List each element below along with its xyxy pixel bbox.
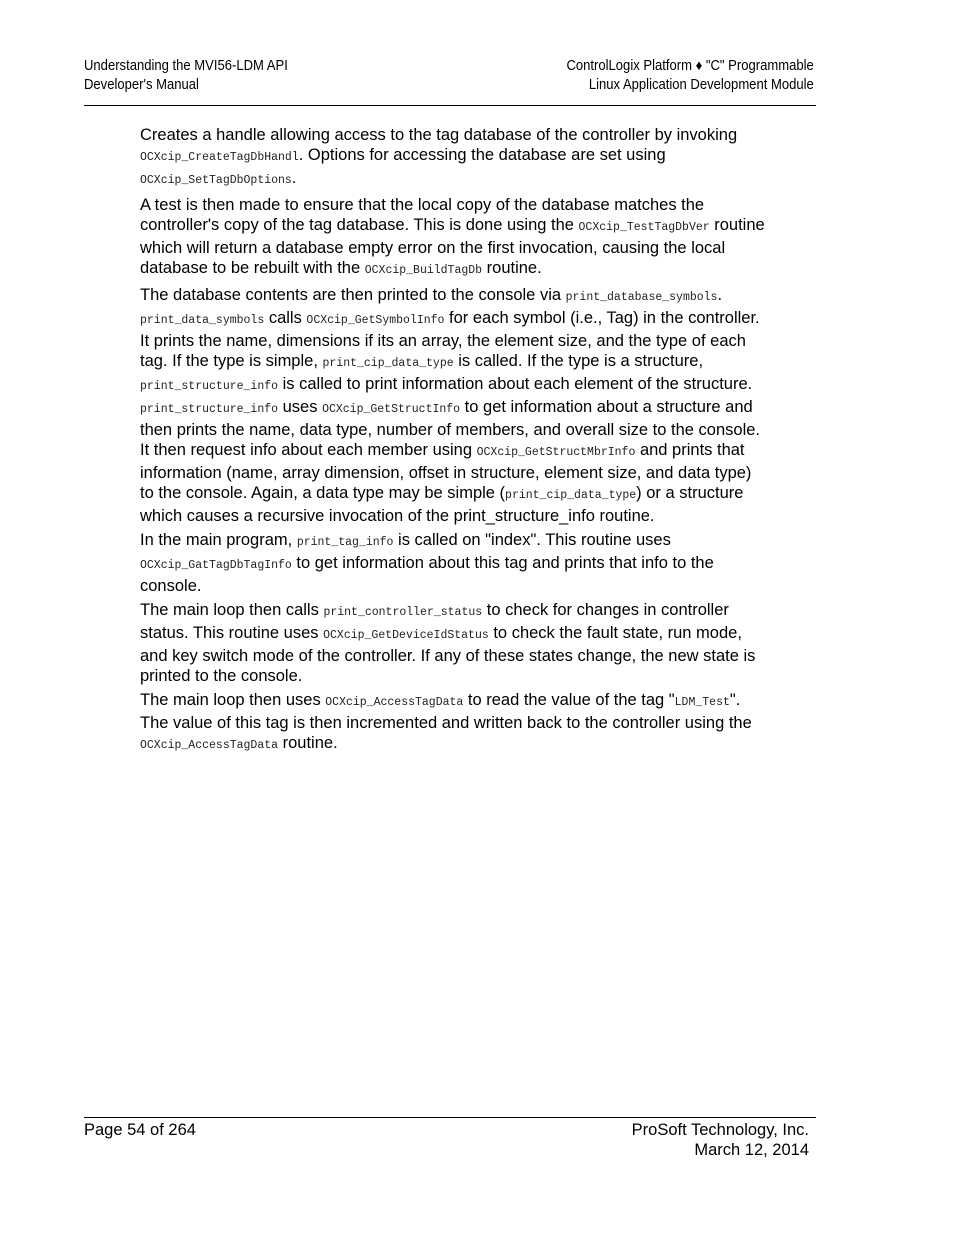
text-run: .: [717, 286, 723, 304]
code-ref: print_controller_status: [323, 606, 483, 619]
code-ref: print_structure_info: [140, 403, 279, 416]
code-ref: OCXcip_GetSymbolInfo: [306, 314, 445, 327]
text-run: . Options for accessing the database are set using: [298, 146, 666, 164]
code-ref: OCXcip_SetTagDbOptions: [140, 174, 292, 187]
paragraph-test-database: [140, 195, 765, 281]
paragraph-main-program: [140, 530, 765, 596]
code-ref: print_cip_data_type: [505, 489, 637, 502]
text-run: ". The value of this tag is then incremented and written back to the controller using the: [140, 691, 752, 732]
page-number: Page 54 of 264: [84, 1121, 196, 1139]
page-body: [140, 125, 765, 760]
module-title: Linux Application Development Module: [589, 77, 814, 93]
code-ref: OCXcip_GetStructMbrInfo: [476, 446, 636, 459]
code-ref: print_database_symbols: [565, 291, 718, 304]
text-run: Creates a handle allowing access to the tag database of the controller by invoking: [140, 126, 738, 144]
text-run: is called to print information about each element of the structure.: [278, 375, 753, 393]
text-run: is called on "index". This routine uses: [393, 531, 671, 549]
text-run: to get information about a structure and then prints the name, data type, number of members, and overall size to the console. It then request info about each member using: [140, 398, 761, 459]
platform-title: ControlLogix Platform ♦ "C" Programmable: [566, 58, 814, 74]
code-ref: OCXcip_CreateTagDbHandl: [140, 151, 299, 164]
text-run: The main loop then calls: [140, 601, 324, 619]
text-run: for each symbol (i.e., Tag) in the controller. It prints the name, dimensions if its an array, the element size, and the type of each tag. If the type is simple,: [140, 309, 760, 370]
text-run: and prints that information (name, array dimension, offset in structure, element size, and data type) to the console. Again, a data type may be simple (: [140, 441, 752, 502]
text-run: to check the fault state, run mode, and key switch mode of the controller. If any of these states change, the new state is printed to the console.: [140, 624, 756, 685]
text-run: The database contents are then printed to the console via: [140, 286, 566, 304]
paragraph-access-tag: [140, 690, 765, 756]
running-header-left: [84, 57, 288, 95]
publication-date: March 12, 2014: [694, 1141, 809, 1159]
manual-title: Understanding the MVI56-LDM API: [84, 58, 288, 74]
text-run: routine.: [482, 259, 542, 277]
code-ref: OCXcip_TestTagDbVer: [578, 221, 710, 234]
manual-subtitle: Developer's Manual: [84, 77, 199, 93]
paragraph-create-handle: [140, 125, 765, 191]
text-run: .: [291, 169, 297, 187]
code-ref: OCXcip_GatTagDbTagInfo: [140, 559, 292, 572]
code-ref: OCXcip_GetDeviceIdStatus: [323, 629, 489, 642]
text-run: ) or a structure which causes a recursive invocation of the print_structure_info routine.: [140, 484, 744, 525]
code-ref: OCXcip_AccessTagData: [140, 739, 279, 752]
code-ref: print_cip_data_type: [322, 357, 454, 370]
text-run: calls: [264, 309, 307, 327]
text-run: to check for changes in controller status. This routine uses: [140, 601, 729, 642]
code-ref: print_structure_info: [140, 380, 279, 393]
text-run: is called. If the type is a structure,: [453, 352, 704, 370]
footer-divider: [84, 1117, 816, 1118]
text-run: The main loop then uses: [140, 691, 326, 709]
paragraph-controller-status: [140, 600, 765, 686]
running-header-right: [567, 57, 814, 95]
code-ref: print_tag_info: [296, 536, 394, 549]
paragraph-print-contents: [140, 285, 765, 526]
code-ref: print_data_symbols: [140, 314, 265, 327]
text-run: routine.: [278, 734, 338, 752]
code-ref: LDM_Test: [674, 696, 730, 709]
company-name: ProSoft Technology, Inc.: [631, 1121, 809, 1139]
text-run: A test is then made to ensure that the local copy of the database matches the controller's copy of the tag database. This is done using the: [140, 196, 705, 234]
text-run: to get information about this tag and prints that info to the console.: [140, 554, 714, 595]
text-run: uses: [278, 398, 323, 416]
code-ref: OCXcip_GetStructInfo: [322, 403, 461, 416]
text-run: to read the value of the tag ": [463, 691, 675, 709]
text-run: In the main program,: [140, 531, 297, 549]
code-ref: OCXcip_AccessTagData: [325, 696, 464, 709]
header-divider: [84, 105, 816, 106]
footer-right: [632, 1120, 809, 1160]
code-ref: OCXcip_BuildTagDb: [364, 264, 483, 277]
text-run: routine which will return a database empty error on the first invocation, causing the local database to be rebuilt with the: [140, 216, 765, 277]
